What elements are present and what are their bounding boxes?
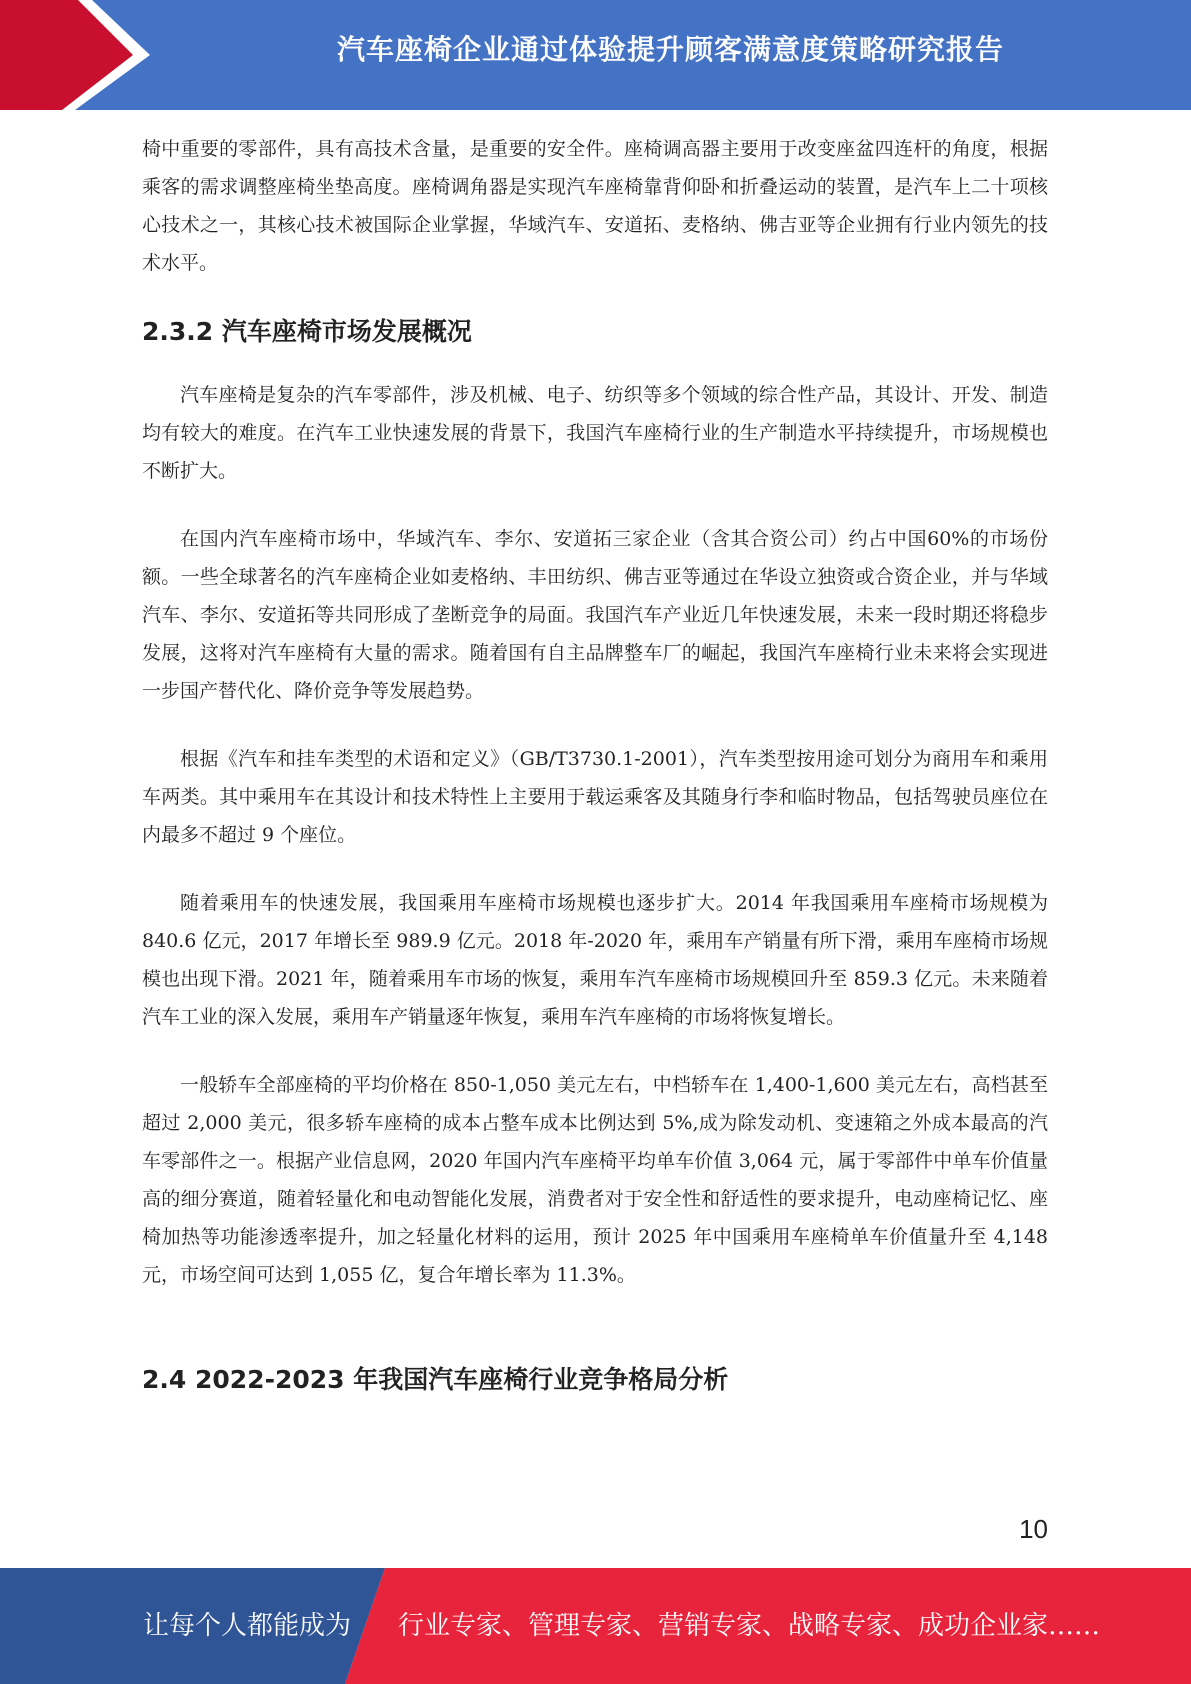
page-footer bbox=[0, 1568, 1191, 1684]
header-title: 汽车座椅企业通过体验提升顾客满意度策略研究报告 bbox=[336, 33, 1004, 66]
footer-slogan-right: 行业专家、管理专家、营销专家、战略专家、成功企业家…… bbox=[398, 1611, 1101, 1641]
paragraph: 汽车座椅是复杂的汽车零部件，涉及机械、电子、纺织等多个领域的综合性产品，其设计、开发、制造均有较大的难度。在汽车工业快速发展的背景下，我国汽车座椅行业的生产制造水平持续提升，市场规模也不断扩大。 bbox=[142, 384, 1048, 482]
page-header bbox=[0, 0, 1191, 110]
page-number: 10 bbox=[1019, 1514, 1048, 1544]
paragraph: 椅中重要的零部件，具有高技术含量，是重要的安全件。座椅调高器主要用于改变座盆四连杆的角度，根据乘客的需求调整座椅坐垫高度。座椅调角器是实现汽车座椅靠背仰卧和折叠运动的装置，是汽车上二十项核心技术之一，其核心技术被国际企业掌握，华域汽车、安道拓、麦格纳、佛吉亚等企业拥有行业内领先的技术水平。 bbox=[142, 138, 1048, 274]
paragraph: 在国内汽车座椅市场中，华域汽车、李尔、安道拓三家企业（含其合资公司）约占中国60%的市场份额。一些全球著名的汽车座椅企业如麦格纳、丰田纺织、佛吉亚等通过在华设立独资或合资企业，并与华域汽车、李尔、安道拓等共同形成了垄断竞争的局面。我国汽车产业近几年快速发展，未来一段时期还将稳步发展，这将对汽车座椅有大量的需求。随着国有自主品牌整车厂的崛起，我国汽车座椅行业未来将会实现进一步国产替代化、降价竞争等发展趋势。 bbox=[142, 528, 1048, 702]
paragraph: 根据《汽车和挂车类型的术语和定义》（GB/T3730.1-2001），汽车类型按用途可划分为商用车和乘用车两类。其中乘用车在其设计和技术特性上主要用于载运乘客及其随身行李和临时物品，包括驾驶员座位在内最多不超过 9 个座位。 bbox=[142, 748, 1048, 846]
paragraph: 一般轿车全部座椅的平均价格在 850-1,050 美元左右，中档轿车在 1,400-1,600 美元左右，高档甚至超过 2,000 美元，很多轿车座椅的成本占整车成本比例达到 5%,成为除发动机、变速箱之外成本最高的汽车零部件之一。根据产业信息网，2020 年国内汽车座椅平均单车价值 3,064 元，属于零部件中单车价值量高的细分赛道，随着轻量化和电动智能化发展，消费者对于安全性和舒适性的要求提升，电动座椅记忆、座椅加热等功能渗透率提升，加之轻量化材料的运用，预计 2025 年中国乘用车座椅单车价值量升至 4,148 元，市场空间可达到 1,055 亿，复合年增长率为 11.3%。 bbox=[142, 1074, 1048, 1286]
section-heading: 2.4 2022-2023 年我国汽车座椅行业竞争格局分析 bbox=[142, 1365, 729, 1394]
section-heading: 2.3.2 汽车座椅市场发展概况 bbox=[142, 317, 472, 346]
paragraph: 随着乘用车的快速发展，我国乘用车座椅市场规模也逐步扩大。2014 年我国乘用车座椅市场规模为 840.6 亿元，2017 年增长至 989.9 亿元。2018 年-2020 年，乘用车产销量有所下滑，乘用车座椅市场规模也出现下滑。2021 年，随着乘用车市场的恢复，乘用车汽车座椅市场规模回升至 859.3 亿元。未来随着汽车工业的深入发展，乘用车产销量逐年恢复，乘用车汽车座椅的市场将恢复增长。 bbox=[142, 892, 1048, 1028]
footer-slogan-left: 让每个人都能成为 bbox=[143, 1611, 352, 1641]
main-content bbox=[142, 130, 1048, 1396]
